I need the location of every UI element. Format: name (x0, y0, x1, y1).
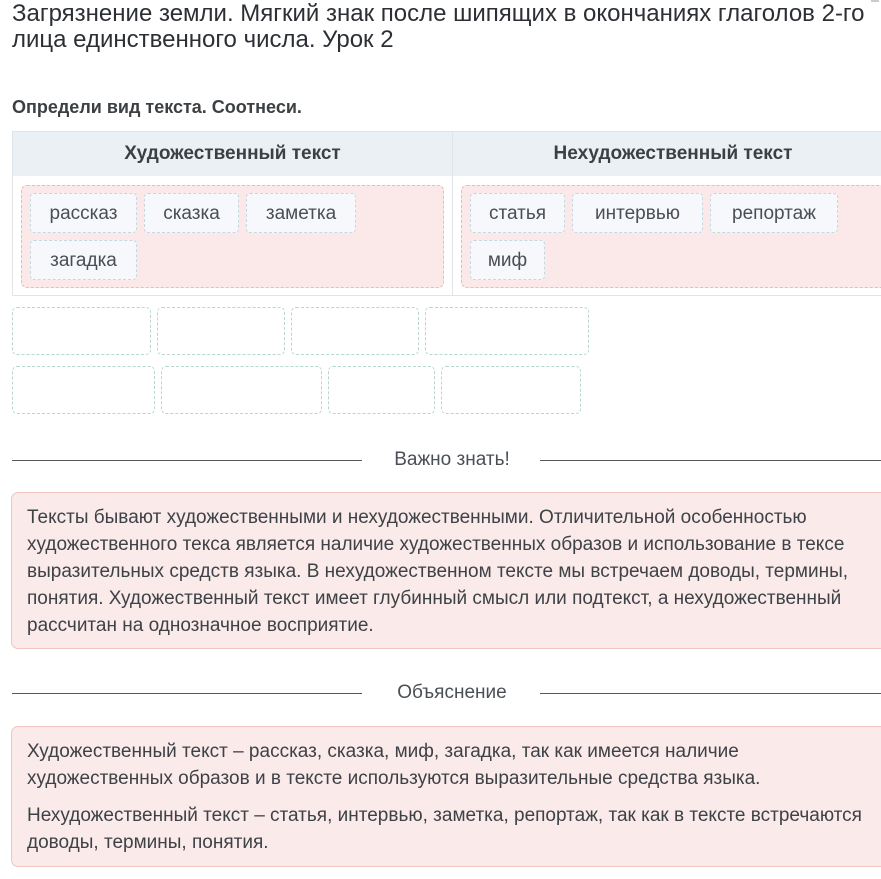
answer-chip[interactable]: заметка (246, 193, 356, 233)
empty-answer-slot[interactable] (291, 307, 419, 355)
answer-chip[interactable]: рассказ (30, 193, 137, 233)
empty-answer-slot[interactable] (161, 366, 322, 414)
divider-line (540, 460, 881, 461)
empty-answer-slot[interactable] (441, 366, 581, 414)
explanation-heading: Объяснение (397, 682, 507, 703)
divider-line (12, 460, 362, 461)
explanation-divider (12, 683, 881, 703)
divider-line (12, 693, 362, 694)
task-prompt: Определи вид текста. Соотнеси. (12, 97, 302, 117)
drop-zone-nonfiction[interactable] (461, 185, 881, 288)
column-header-fiction: Художественный текст (13, 132, 452, 176)
answer-chip[interactable]: загадка (30, 240, 137, 280)
explanation-box (11, 726, 881, 867)
answer-chip[interactable]: репортаж (710, 193, 838, 233)
answer-chip[interactable]: сказка (144, 193, 239, 233)
matching-table (12, 131, 881, 296)
important-text: Тексты бывают художественными и нехудожественными. Отличительной особенностью художественного текса является наличие художественных образов и использование в тексе выразительных средств языка. В нехудожественном тексте мы встречаем доводы, термины, понятия. Художественный текст имеет глубинный смысл или подтекст, а нехудожественный рассчитан на однозначное восприятие. (27, 507, 849, 636)
explanation-paragraph: Нехудожественный текст – статья, интервью, заметка, репортаж, так как в тексте встречаются доводы, термины, понятия. (27, 805, 862, 853)
empty-answer-slot[interactable] (328, 366, 435, 414)
empty-answer-slot[interactable] (12, 307, 151, 355)
answer-chip[interactable]: статья (470, 193, 565, 233)
lesson-title: Загрязнение земли. Мягкий знак после шипящих в окончаниях глаголов 2-го лица единственного числа. Урок 2 (12, 0, 865, 53)
answer-chip[interactable]: миф (470, 240, 545, 280)
important-info-box (11, 492, 881, 649)
column-header-nonfiction: Нехудожественный текст (453, 132, 881, 176)
explanation-paragraph: Художественный текст – рассказ, сказка, миф, загадка, так как имеется наличие художественных образов и в тексте используются выразительные средства языка. (27, 741, 761, 789)
answer-chip[interactable]: интервью (572, 193, 703, 233)
empty-answer-slot[interactable] (157, 307, 285, 355)
divider-line (540, 693, 881, 694)
important-divider (12, 450, 881, 470)
column-divider (452, 132, 453, 296)
empty-answer-slot[interactable] (12, 366, 155, 414)
scroll-indicator (871, 0, 879, 2)
empty-answer-slot[interactable] (425, 307, 589, 355)
important-heading: Важно знать! (394, 449, 510, 470)
drop-zone-fiction[interactable] (21, 185, 444, 288)
